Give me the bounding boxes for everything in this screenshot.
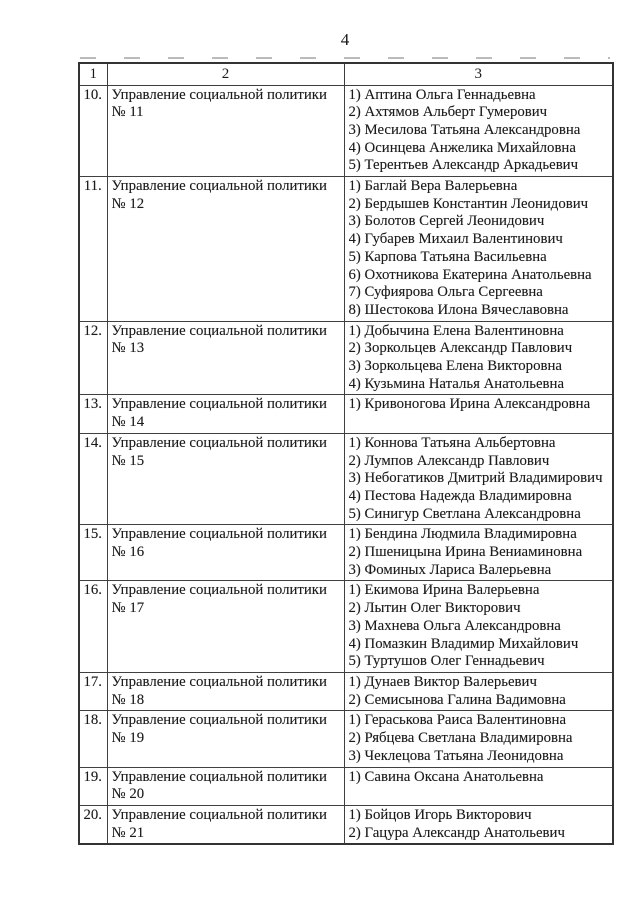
name-line: 8) Шестокова Илона Вячеславовна	[348, 301, 569, 318]
table-row	[79, 85, 613, 177]
table-row	[79, 767, 613, 805]
names-cell	[344, 711, 613, 767]
org-cell	[107, 321, 344, 395]
name-line: 2) Лумпов Александр Павлович	[348, 452, 550, 469]
name-line: 2) Ахтямов Альберт Гумерович	[348, 104, 548, 121]
name-line: 2) Гацура Александр Анатольевич	[348, 824, 565, 841]
row-number-cell: 19.	[79, 767, 107, 805]
name-line: 1) Бойцов Игорь Викторович	[348, 806, 532, 823]
table-body	[79, 85, 613, 844]
name-line: 3) Месилова Татьяна Александровна	[348, 121, 581, 138]
table-row	[79, 673, 613, 711]
name-line: 1) Добычина Елена Валентиновна	[348, 322, 564, 339]
name-line: 3) Махнева Ольга Александровна	[348, 617, 561, 634]
name-line: 3) Фоминых Лариса Валерьевна	[348, 561, 552, 578]
column-header: 1	[79, 63, 107, 85]
table-row	[79, 321, 613, 395]
org-unit: № 12	[111, 195, 145, 212]
row-number-cell: 10.	[79, 85, 107, 177]
name-line: 6) Охотникова Екатерина Анатольевна	[348, 266, 592, 283]
name-line: 3) Зоркольцева Елена Викторовна	[348, 358, 562, 375]
names-cell	[344, 525, 613, 581]
name-line: 2) Лытин Олег Викторович	[348, 600, 521, 617]
table-row	[79, 525, 613, 581]
org-name: Управление социальной политики	[111, 768, 327, 785]
org-unit: № 17	[111, 600, 145, 617]
org-name: Управление социальной политики	[111, 806, 327, 823]
row-number-cell: 14.	[79, 433, 107, 525]
name-line: 2) Рябцева Светлана Владимировна	[348, 730, 573, 747]
row-number-cell: 17.	[79, 673, 107, 711]
row-number-cell: 20.	[79, 805, 107, 844]
org-unit: № 14	[111, 414, 145, 431]
org-unit: № 21	[111, 824, 145, 841]
name-line: 1) Кривоногова Ирина Александровна	[348, 396, 591, 413]
name-line: 4) Кузьмина Наталья Анатольевна	[348, 375, 565, 392]
name-line: 2) Пшеницына Ирина Вениаминовна	[348, 544, 583, 561]
org-name: Управление социальной политики	[111, 396, 327, 413]
org-name: Управление социальной политики	[111, 582, 327, 599]
name-line: 4) Помазкин Владимир Михайлович	[348, 635, 579, 652]
org-unit: № 16	[111, 544, 145, 561]
org-unit: № 19	[111, 730, 145, 747]
name-line: 3) Чеклецова Татьяна Леонидовна	[348, 747, 564, 764]
org-unit: № 15	[111, 452, 145, 469]
scan-artifact-dashes	[80, 57, 610, 59]
org-cell	[107, 85, 344, 177]
org-name: Управление социальной политики	[111, 712, 327, 729]
name-line: 3) Небогатиков Дмитрий Владимирович	[348, 470, 603, 487]
name-line: 1) Баглай Вера Валерьевна	[348, 178, 518, 195]
org-cell	[107, 581, 344, 673]
name-line: 4) Губарев Михаил Валентинович	[348, 231, 563, 248]
name-line: 7) Суфиярова Ольга Сергеевна	[348, 284, 543, 301]
org-name: Управление социальной политики	[111, 526, 327, 543]
names-cell	[344, 433, 613, 525]
name-line: 5) Туртушов Олег Геннадьевич	[348, 653, 545, 670]
org-cell	[107, 673, 344, 711]
document-table	[78, 62, 614, 845]
name-line: 2) Семисынова Галина Вадимовна	[348, 691, 566, 708]
table-row	[79, 177, 613, 322]
names-cell	[344, 85, 613, 177]
page-number: 4	[340, 30, 350, 49]
table-row	[79, 805, 613, 844]
column-header: 3	[344, 63, 613, 85]
row-number-cell: 13.	[79, 395, 107, 433]
table-row	[79, 711, 613, 767]
org-name: Управление социальной политики	[111, 322, 327, 339]
row-number-cell: 18.	[79, 711, 107, 767]
names-cell	[344, 395, 613, 433]
table-row	[79, 433, 613, 525]
name-line: 4) Осинцева Анжелика Михайловна	[348, 139, 576, 156]
org-cell	[107, 767, 344, 805]
name-line: 1) Дунаев Виктор Валерьевич	[348, 674, 537, 690]
name-line: 1) Бендина Людмила Владимировна	[348, 526, 577, 543]
name-line: 5) Синигур Светлана Александровна	[348, 505, 581, 522]
org-cell	[107, 805, 344, 844]
name-line: 2) Бердышев Константин Леонидович	[348, 195, 589, 212]
org-unit: № 11	[111, 104, 144, 121]
name-line: 5) Карпова Татьяна Васильевна	[348, 248, 547, 265]
names-cell	[344, 177, 613, 322]
names-cell	[344, 767, 613, 805]
names-cell	[344, 805, 613, 844]
org-name: Управление социальной политики	[111, 178, 327, 195]
column-header: 2	[107, 63, 344, 85]
org-cell	[107, 177, 344, 322]
name-line: 1) Савина Оксана Анатольевна	[348, 768, 544, 785]
org-name: Управление социальной политики	[111, 674, 327, 690]
org-cell	[107, 525, 344, 581]
table-header-row	[79, 63, 613, 85]
name-line: 1) Екимова Ирина Валерьевна	[348, 582, 540, 599]
name-line: 4) Пестова Надежда Владимировна	[348, 487, 572, 504]
name-line: 1) Гераськова Раиса Валентиновна	[348, 712, 567, 729]
org-name: Управление социальной политики	[111, 86, 327, 103]
org-cell	[107, 395, 344, 433]
name-line: 5) Терентьев Александр Аркадьевич	[348, 157, 579, 174]
name-line: 1) Коннова Татьяна Альбертовна	[348, 434, 556, 451]
names-cell	[344, 581, 613, 673]
name-line: 1) Аптина Ольга Геннадьевна	[348, 86, 536, 103]
names-cell	[344, 673, 613, 711]
org-cell	[107, 433, 344, 525]
org-unit: № 13	[111, 340, 145, 357]
name-line: 3) Болотов Сергей Леонидович	[348, 213, 545, 230]
names-cell	[344, 321, 613, 395]
org-unit: № 20	[111, 786, 145, 803]
org-cell	[107, 711, 344, 767]
row-number-cell: 11.	[79, 177, 107, 322]
row-number-cell: 12.	[79, 321, 107, 395]
row-number-cell: 16.	[79, 581, 107, 673]
table-row	[79, 395, 613, 433]
org-name: Управление социальной политики	[111, 434, 327, 451]
org-unit: № 18	[111, 691, 145, 708]
row-number-cell: 15.	[79, 525, 107, 581]
table-row	[79, 581, 613, 673]
name-line: 2) Зоркольцев Александр Павлович	[348, 340, 573, 357]
